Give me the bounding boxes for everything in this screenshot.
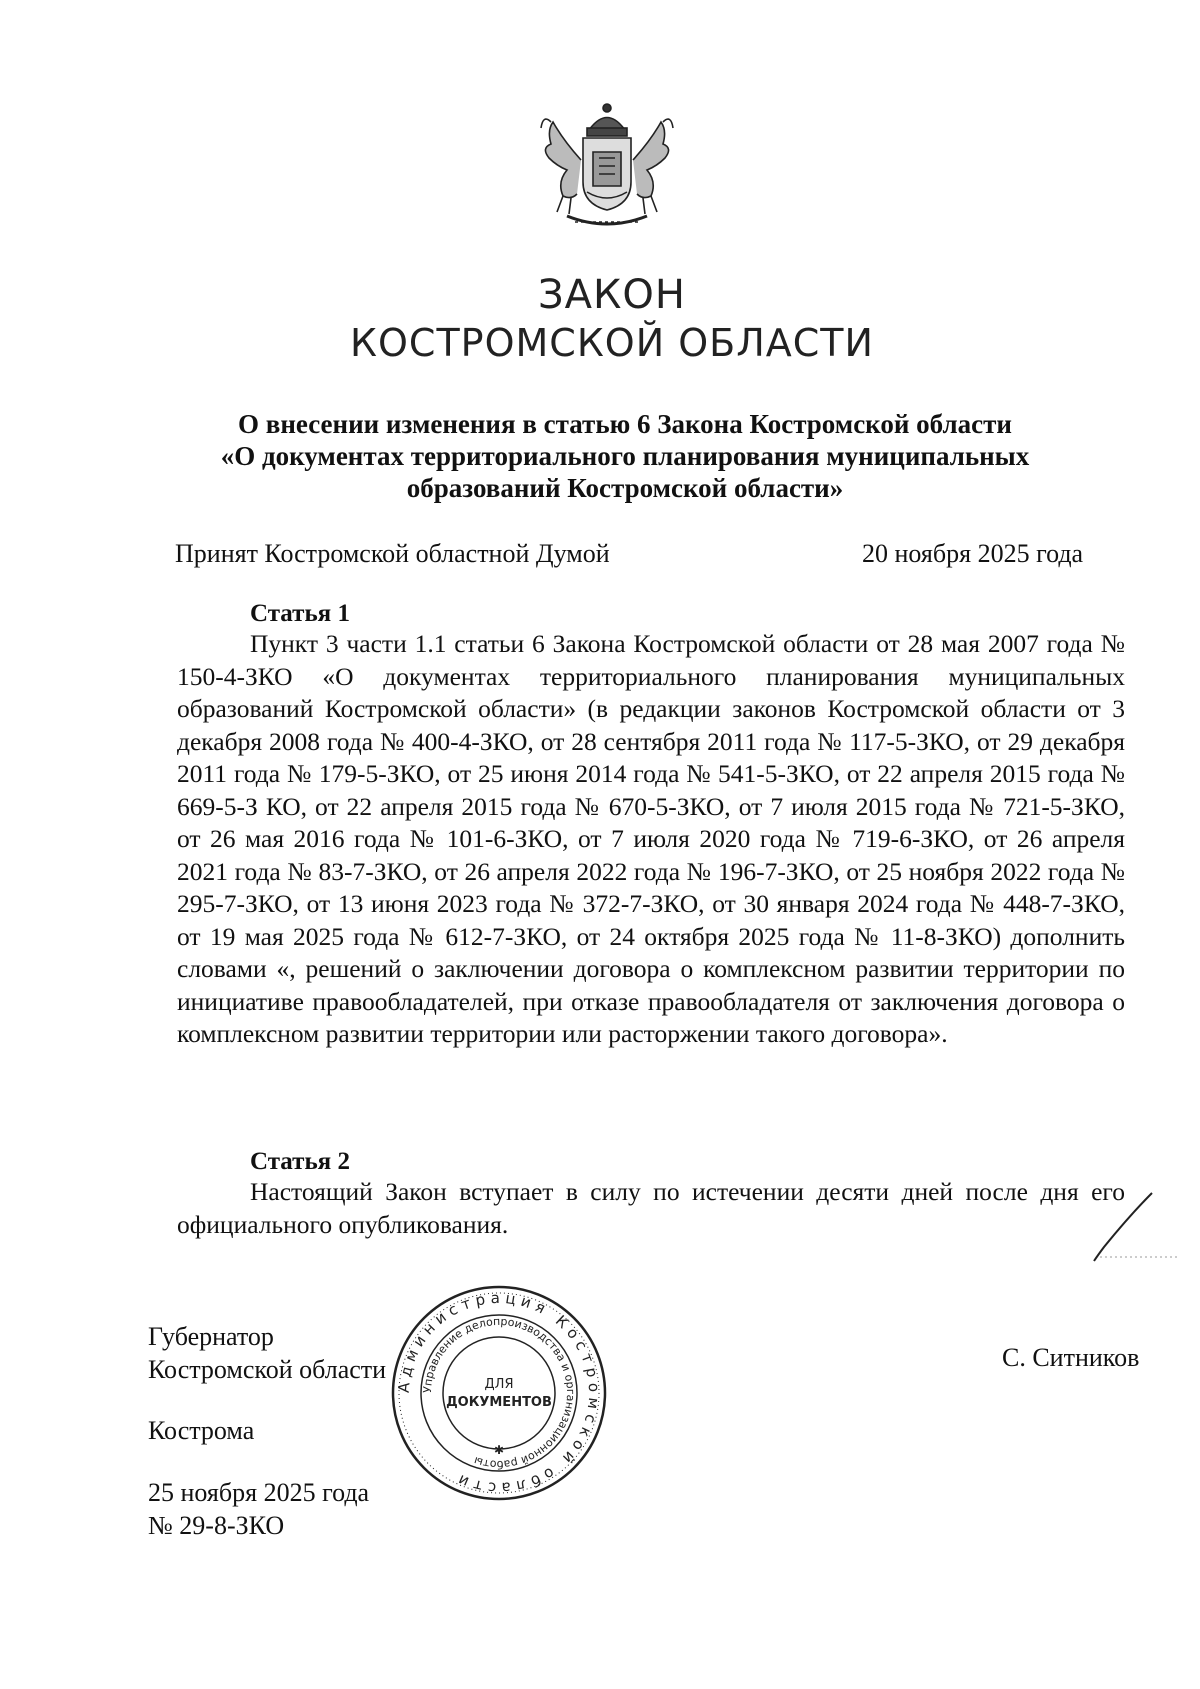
adopted-by: Принят Костромской областной Думой xyxy=(175,539,610,568)
handwritten-signature xyxy=(1080,1185,1180,1265)
law-title: ЗАКОН xyxy=(538,272,686,318)
subject-line: образований Костромской области» xyxy=(406,473,844,503)
stamp-center-line: ДОКУМЕНТОВ xyxy=(446,1395,552,1410)
subject-line: «О документах территориального планирования муниципальных xyxy=(220,441,1030,471)
article-1-text: Пункт 3 части 1.1 статьи 6 Закона Костромской области от 28 мая 2007 года № 150-4-ЗКО «О документах территориального планирования муниципальных образований Костромской области» (в редакции законов Костромской области от 3 декабря 2008 года № 400-4-ЗКО, от 28 сентября 2011 года № 117-5-ЗКО, от 29 декабря 2011 года № 179-5-ЗКО, от 25 июня 2014 года № 541-5-ЗКО, от 22 апреля 2015 года № 669-5-З КО, от 22 апреля 2015 года № 670-5-ЗКО, от 7 июля 2015 года № 721-5-ЗКО, от 26 мая 2016 года № 101-6-ЗКО, от 7 июля 2020 года № 719-6-ЗКО, от 26 апреля 2021 года № 83-7-ЗКО, от 26 апреля 2022 года № 196-7-ЗКО, от 25 ноября 2022 года № 295-7-ЗКО, от 13 июня 2023 года № 372-7-ЗКО, от 30 января 2024 года № 448-7-ЗКО, от 19 мая 2025 года № 612-7-ЗКО, от 24 октября 2025 года № 11-8-ЗКО) дополнить словами «, решений о заключении договора о комплексном развитии территории по инициативе правообладателей, при отказе правообладателя от заключения договора о комплексном развитии территории или расторжении такого договора». xyxy=(177,629,1125,1048)
signatory-title-line: Костромской области xyxy=(148,1355,387,1384)
law-number: № 29-8-ЗКО xyxy=(148,1511,285,1540)
signatory-name: С. Ситников xyxy=(1002,1343,1140,1372)
stamp-inner-text: Управление делопроизводства и организационной работы xyxy=(420,1314,578,1472)
official-stamp xyxy=(388,1282,610,1504)
article-2-heading: Статья 2 xyxy=(250,1148,350,1175)
adoption-date: 20 ноября 2025 года xyxy=(862,539,1084,568)
stamp-star-icon: ✱ xyxy=(493,1443,505,1457)
signing-date-block xyxy=(148,1476,369,1542)
subject-line: О внесении изменения в статью 6 Закона Костромской области xyxy=(238,409,1012,439)
signing-date: 25 ноября 2025 года xyxy=(148,1478,370,1507)
region-title: КОСТРОМСКОЙ ОБЛАСТИ xyxy=(350,321,874,365)
article-1-heading: Статья 1 xyxy=(250,600,350,627)
signatory-title-line: Губернатор xyxy=(148,1322,274,1351)
stamp-outer-text: Администрация Костромской области xyxy=(394,1288,604,1498)
stamp-center-line: ДЛЯ xyxy=(484,1377,514,1392)
law-subject xyxy=(160,408,1090,504)
signatory-title xyxy=(148,1320,386,1386)
signing-city: Кострома xyxy=(148,1416,255,1445)
coat-of-arms-emblem xyxy=(527,100,687,235)
article-2-text: Настоящий Закон вступает в силу по истечении десяти дней после дня его официального опубликования. xyxy=(177,1177,1125,1239)
